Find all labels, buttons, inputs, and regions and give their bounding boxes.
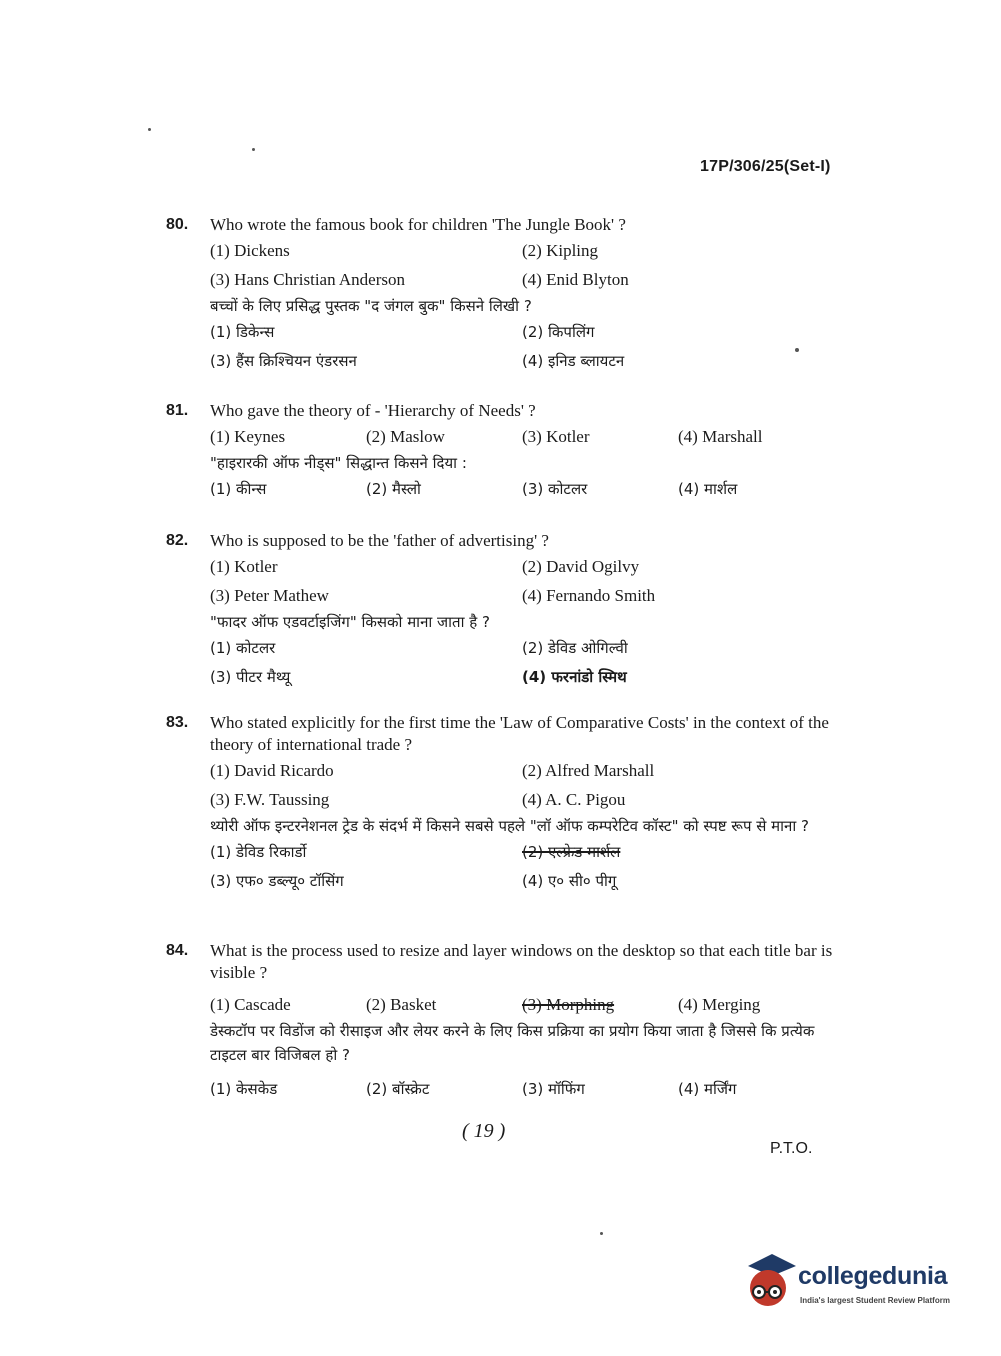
option: (3) Hans Christian Anderson bbox=[210, 270, 406, 289]
question-text-hindi: "हाइरारकी ऑफ नीड्स" सिद्धान्त किसने दिया : bbox=[210, 454, 467, 472]
option: (3) F.W. Taussing bbox=[210, 790, 330, 809]
option: (1) डिकेन्स bbox=[210, 323, 275, 341]
option: (1) Keynes bbox=[210, 427, 286, 446]
option: (4) A. C. Pigou bbox=[522, 790, 626, 809]
question-number: 82. bbox=[166, 532, 189, 549]
options-hindi bbox=[210, 838, 834, 896]
option: (3) कोटलर bbox=[522, 480, 588, 498]
option: (1) Dickens bbox=[210, 241, 290, 260]
options-hindi bbox=[210, 475, 834, 504]
option: (2) डेविड ओगिल्वी bbox=[522, 639, 628, 657]
option: (3) मॉफिंग bbox=[522, 1080, 585, 1098]
option: (4) फरनांडो स्मिथ bbox=[522, 668, 627, 686]
collegedunia-logo bbox=[742, 1252, 972, 1314]
question-text: What is the process used to resize and layer windows on the desktop so that each title bar is visible ? bbox=[210, 941, 833, 982]
option: (4) Merging bbox=[678, 995, 761, 1014]
option: (4) मर्जिंग bbox=[678, 1080, 737, 1098]
option: (4) इनिड ब्लायटन bbox=[522, 352, 625, 370]
option: (1) कीन्स bbox=[210, 480, 267, 498]
options-hindi bbox=[210, 634, 834, 692]
logo-tagline: India's largest Student Review Platform bbox=[800, 1296, 950, 1305]
question-text: Who wrote the famous book for children 'The Jungle Book' ? bbox=[210, 215, 626, 234]
option: (4) मार्शल bbox=[678, 480, 738, 498]
logo-wordmark: collegedunia bbox=[798, 1262, 948, 1290]
question-text-hindi: "फादर ऑफ एडवर्टाइजिंग" किसको माना जाता है ? bbox=[210, 613, 490, 631]
option: (4) Marshall bbox=[678, 427, 763, 446]
paper-code: 17P/306/25(Set-I) bbox=[700, 158, 831, 175]
question-number: 81. bbox=[166, 402, 189, 419]
option: (2) बॉस्क्रेट bbox=[366, 1080, 430, 1098]
question-number: 84. bbox=[166, 942, 189, 959]
question-81 bbox=[166, 400, 834, 504]
question-84 bbox=[166, 940, 834, 1104]
question-82 bbox=[166, 530, 834, 692]
options-hindi bbox=[210, 1075, 834, 1104]
page-number: ( 19 ) bbox=[462, 1120, 506, 1142]
scan-speck bbox=[600, 1232, 603, 1235]
option: (2) Kipling bbox=[522, 241, 599, 260]
question-number: 80. bbox=[166, 216, 189, 233]
option: (3) एफ० डब्ल्यू० टॉसिंग bbox=[210, 872, 344, 890]
options-english bbox=[210, 990, 834, 1019]
question-text: Who gave the theory of - 'Hierarchy of Needs' ? bbox=[210, 401, 536, 420]
question-text-hindi: डेस्कटॉप पर विडोंज को रीसाइज और लेयर करने के लिए किस प्रक्रिया का प्रयोग किया जाता है जिससे कि प्रत्येक टाइटल बार विजिबल हो ? bbox=[210, 1022, 815, 1064]
option: (1) David Ricardo bbox=[210, 761, 334, 780]
options-english bbox=[210, 756, 834, 814]
option: (4) ए० सी० पीगू bbox=[522, 872, 617, 890]
option: (1) Kotler bbox=[210, 557, 278, 576]
pto-label: P.T.O. bbox=[770, 1140, 813, 1157]
option: (1) Cascade bbox=[210, 995, 291, 1014]
option: (2) Basket bbox=[366, 995, 437, 1014]
option: (3) Morphing bbox=[522, 995, 615, 1014]
scan-speck bbox=[795, 348, 799, 352]
option: (2) मैस्लो bbox=[366, 480, 421, 498]
option: (1) कोटलर bbox=[210, 639, 276, 657]
graduate-mascot-icon bbox=[742, 1252, 798, 1312]
question-text: Who is supposed to be the 'father of advertising' ? bbox=[210, 531, 549, 550]
option: (3) हैंस क्रिश्चियन एंडरसन bbox=[210, 352, 357, 370]
options-english bbox=[210, 552, 834, 610]
option: (2) Maslow bbox=[366, 427, 445, 446]
option: (4) Enid Blyton bbox=[522, 270, 629, 289]
option: (2) एल्फ्रेड मार्शल bbox=[522, 843, 621, 861]
options-english bbox=[210, 236, 834, 294]
option: (3) Kotler bbox=[522, 427, 590, 446]
question-80 bbox=[166, 214, 834, 376]
question-number: 83. bbox=[166, 714, 189, 731]
question-text-hindi: थ्योरी ऑफ इन्टरनेशनल ट्रेड के संदर्भ में किसने सबसे पहले "लॉ ऑफ कम्परेटिव कॉस्ट" को स्पष्ट रूप से माना ? bbox=[210, 817, 809, 835]
scan-speck bbox=[148, 128, 151, 131]
option: (3) Peter Mathew bbox=[210, 586, 329, 605]
scan-speck bbox=[252, 148, 255, 151]
question-83 bbox=[166, 712, 834, 896]
option: (4) Fernando Smith bbox=[522, 586, 656, 605]
option: (1) डेविड रिकार्डो bbox=[210, 843, 307, 861]
option: (2) Alfred Marshall bbox=[522, 761, 655, 780]
options-english bbox=[210, 422, 834, 451]
question-text-hindi: बच्चों के लिए प्रसिद्ध पुस्तक "द जंगल बुक" किसने लिखी ? bbox=[210, 297, 532, 315]
options-hindi bbox=[210, 318, 834, 376]
option: (2) David Ogilvy bbox=[522, 557, 640, 576]
question-text: Who stated explicitly for the first time the 'Law of Comparative Costs' in the context of the theory of international trade ? bbox=[210, 713, 829, 754]
option: (2) किपलिंग bbox=[522, 323, 595, 341]
option: (3) पीटर मैथ्यू bbox=[210, 668, 291, 686]
option: (1) केसकेड bbox=[210, 1080, 278, 1098]
